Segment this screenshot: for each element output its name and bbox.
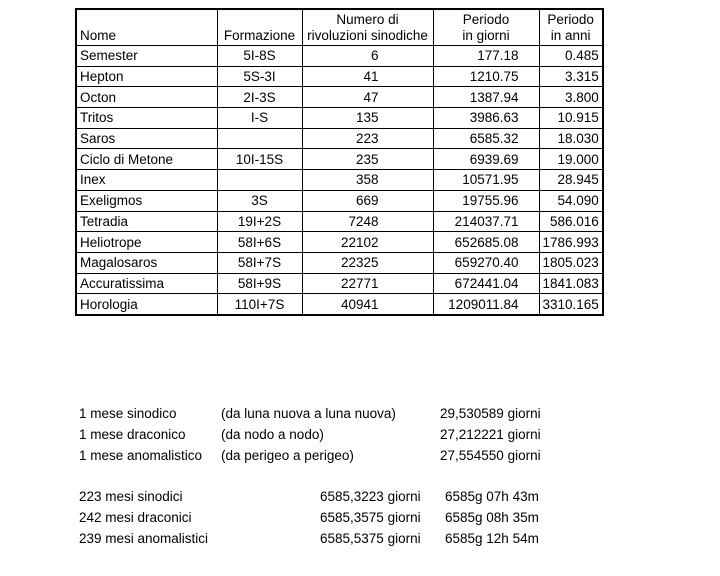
cell-periodo-anni: 586.016 <box>539 211 603 232</box>
header-periodo-giorni: Periodo in giorni <box>433 9 539 46</box>
month-label: 1 mese sinodico <box>79 406 177 421</box>
month-label: 1 mese draconico <box>79 427 186 442</box>
cell-rivoluzioni: 22771 <box>302 273 433 294</box>
cell-periodo-giorni: 3986.63 <box>433 108 539 129</box>
cell-periodo-giorni: 659270.40 <box>433 252 539 273</box>
cell-nome: Tritos <box>76 108 217 129</box>
cell-nome: Tetradia <box>76 211 217 232</box>
cell-nome: Hepton <box>76 66 217 87</box>
table-row <box>76 273 603 294</box>
cell-periodo-giorni: 214037.71 <box>433 211 539 232</box>
multiple-days: 6585,3223 giorni <box>320 489 421 504</box>
cell-nome: Accuratissima <box>76 273 217 294</box>
multiple-label: 242 mesi draconici <box>79 510 192 525</box>
multiple-dhm: 6585g 12h 54m <box>445 531 539 546</box>
cell-rivoluzioni: 223 <box>302 128 433 149</box>
cell-periodo-giorni: 19755.96 <box>433 190 539 211</box>
cell-periodo-giorni: 6939.69 <box>433 149 539 170</box>
table-row <box>76 128 603 149</box>
table-row <box>76 294 603 315</box>
cell-rivoluzioni: 22102 <box>302 232 433 253</box>
cell-rivoluzioni: 41 <box>302 66 433 87</box>
cell-rivoluzioni: 235 <box>302 149 433 170</box>
month-value: 29,530589 giorni <box>440 406 541 421</box>
cell-rivoluzioni: 22325 <box>302 252 433 273</box>
table-row <box>76 108 603 129</box>
cell-rivoluzioni: 135 <box>302 108 433 129</box>
cell-nome: Magalosaros <box>76 252 217 273</box>
month-value: 27,212221 giorni <box>440 427 541 442</box>
cell-nome: Octon <box>76 87 217 108</box>
cell-formazione <box>217 128 302 149</box>
cell-formazione: 58I+7S <box>217 252 302 273</box>
cell-nome: Saros <box>76 128 217 149</box>
cell-nome: Heliotrope <box>76 232 217 253</box>
cell-nome: Exeligmos <box>76 190 217 211</box>
table-row <box>76 190 603 211</box>
table-row <box>76 46 603 67</box>
cell-periodo-anni: 19.000 <box>539 149 603 170</box>
table-row <box>76 87 603 108</box>
multiple-label: 239 mesi anomalistici <box>79 531 209 546</box>
header-nome: Nome <box>76 9 217 46</box>
cell-formazione: 58I+6S <box>217 232 302 253</box>
cell-periodo-anni: 1841.083 <box>539 273 603 294</box>
eclipse-cycles-table <box>75 8 604 316</box>
header-periodo-anni: Periodo in anni <box>539 9 603 46</box>
table-row <box>76 232 603 253</box>
cell-periodo-anni: 3.800 <box>539 87 603 108</box>
cell-periodo-giorni: 177.18 <box>433 46 539 67</box>
cell-formazione: 58I+9S <box>217 273 302 294</box>
month-description: (da luna nuova a luna nuova) <box>221 406 396 421</box>
month-description: (da nodo a nodo) <box>221 427 324 442</box>
cell-formazione: 19I+2S <box>217 211 302 232</box>
cell-periodo-anni: 10.915 <box>539 108 603 129</box>
cell-periodo-giorni: 1387.94 <box>433 87 539 108</box>
multiple-days: 6585,5375 giorni <box>320 531 421 546</box>
cell-nome: Semester <box>76 46 217 67</box>
cell-periodo-anni: 3310.165 <box>539 294 603 315</box>
cell-formazione: 5S-3I <box>217 66 302 87</box>
cell-periodo-anni: 3.315 <box>539 66 603 87</box>
cell-nome: Inex <box>76 170 217 191</box>
cell-formazione: 2I-3S <box>217 87 302 108</box>
cell-periodo-giorni: 652685.08 <box>433 232 539 253</box>
cell-periodo-anni: 54.090 <box>539 190 603 211</box>
table-row <box>76 252 603 273</box>
table-row <box>76 149 603 170</box>
month-label: 1 mese anomalistico <box>79 448 203 463</box>
cell-periodo-giorni: 1210.75 <box>433 66 539 87</box>
cell-rivoluzioni: 6 <box>302 46 433 67</box>
cell-formazione: 5I-8S <box>217 46 302 67</box>
table-row <box>76 211 603 232</box>
cell-nome: Ciclo di Metone <box>76 149 217 170</box>
cell-periodo-anni: 0.485 <box>539 46 603 67</box>
cell-periodo-anni: 1786.993 <box>539 232 603 253</box>
cell-rivoluzioni: 358 <box>302 170 433 191</box>
cell-formazione: 10I-15S <box>217 149 302 170</box>
table-row <box>76 170 603 191</box>
cell-periodo-anni: 28.945 <box>539 170 603 191</box>
cell-periodo-giorni: 672441.04 <box>433 273 539 294</box>
cell-rivoluzioni: 47 <box>302 87 433 108</box>
cell-rivoluzioni: 40941 <box>302 294 433 315</box>
month-description: (da perigeo a perigeo) <box>221 448 354 463</box>
cell-nome: Horologia <box>76 294 217 315</box>
cell-periodo-anni: 18.030 <box>539 128 603 149</box>
cell-formazione: 110I+7S <box>217 294 302 315</box>
multiple-days: 6585,3575 giorni <box>320 510 421 525</box>
multiple-label: 223 mesi sinodici <box>79 489 183 504</box>
cell-formazione <box>217 170 302 191</box>
cell-rivoluzioni: 669 <box>302 190 433 211</box>
cell-rivoluzioni: 7248 <box>302 211 433 232</box>
cell-periodo-giorni: 6585.32 <box>433 128 539 149</box>
month-value: 27,554550 giorni <box>440 448 541 463</box>
cell-formazione: I-S <box>217 108 302 129</box>
cell-periodo-giorni: 10571.95 <box>433 170 539 191</box>
multiple-dhm: 6585g 07h 43m <box>445 489 539 504</box>
table-body <box>76 46 603 315</box>
header-rivoluzioni: Numero di rivoluzioni sinodiche <box>302 9 433 46</box>
cell-formazione: 3S <box>217 190 302 211</box>
multiple-dhm: 6585g 08h 35m <box>445 510 539 525</box>
table-row <box>76 66 603 87</box>
header-formazione: Formazione <box>217 9 302 46</box>
cell-periodo-anni: 1805.023 <box>539 252 603 273</box>
cell-periodo-giorni: 1209011.84 <box>433 294 539 315</box>
table-header-row <box>76 9 603 46</box>
